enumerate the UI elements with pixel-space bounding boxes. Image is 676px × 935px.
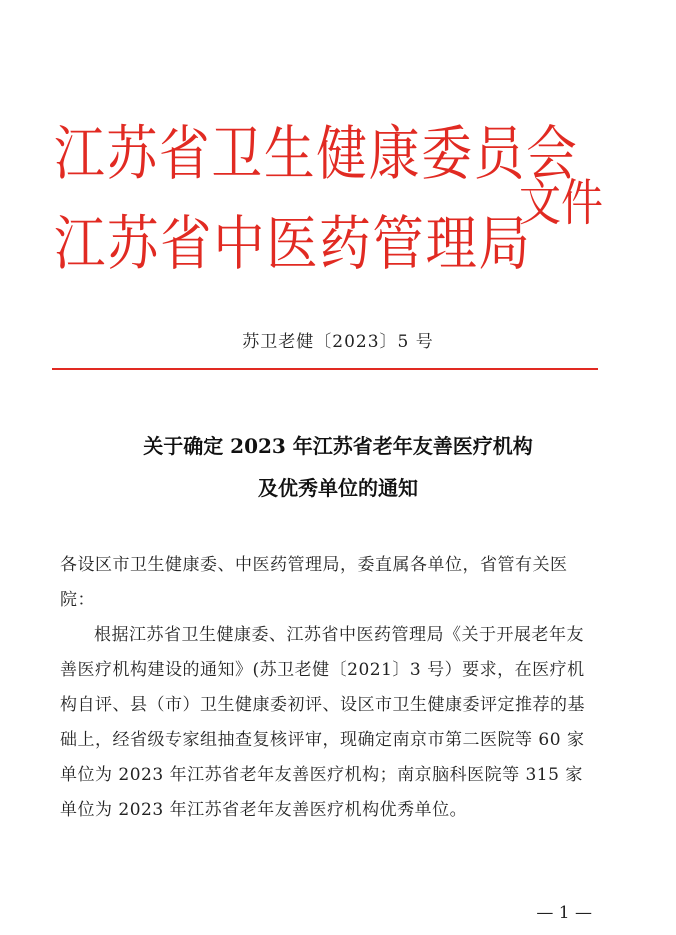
document-type-label: 文件 — [519, 174, 603, 232]
reference-number: 苏卫老健〔2023〕5 号 — [242, 332, 434, 352]
page-number: — 1 — — [536, 903, 592, 923]
title-line-2: 及优秀单位的通知 — [258, 476, 418, 500]
title-line-1: 关于确定 2023 年江苏省老年友善医疗机构 — [143, 434, 533, 458]
document-body — [60, 548, 590, 828]
issuer-name-health-commission: 江苏省卫生健康委员会 — [54, 119, 579, 188]
red-divider — [52, 368, 598, 370]
issuer-name-tcm-bureau: 江苏省中医药管理局 — [54, 209, 532, 278]
document-header — [54, 118, 624, 288]
salutation: 各设区市卫生健康委、中医药管理局，委直属各单位，省管有关医院： — [60, 555, 568, 610]
document-title — [0, 425, 676, 509]
body-paragraph-1: 根据江苏省卫生健康委、江苏省中医药管理局《关于开展老年友善医疗机构建设的通知》(苏卫老健〔2021〕3 号）要求，在医疗机构自评、县（市）卫生健康委初评、设区市卫生健康委评定推荐的基础上，经省级专家组抽查复核评审，现确定南京市第二医院等 60 家单位为 2023 年江苏省老年友善医疗机构；南京脑科医院等 315 家单位为 2023 年江苏省老年友善医疗机构优秀单位。 — [60, 625, 585, 820]
